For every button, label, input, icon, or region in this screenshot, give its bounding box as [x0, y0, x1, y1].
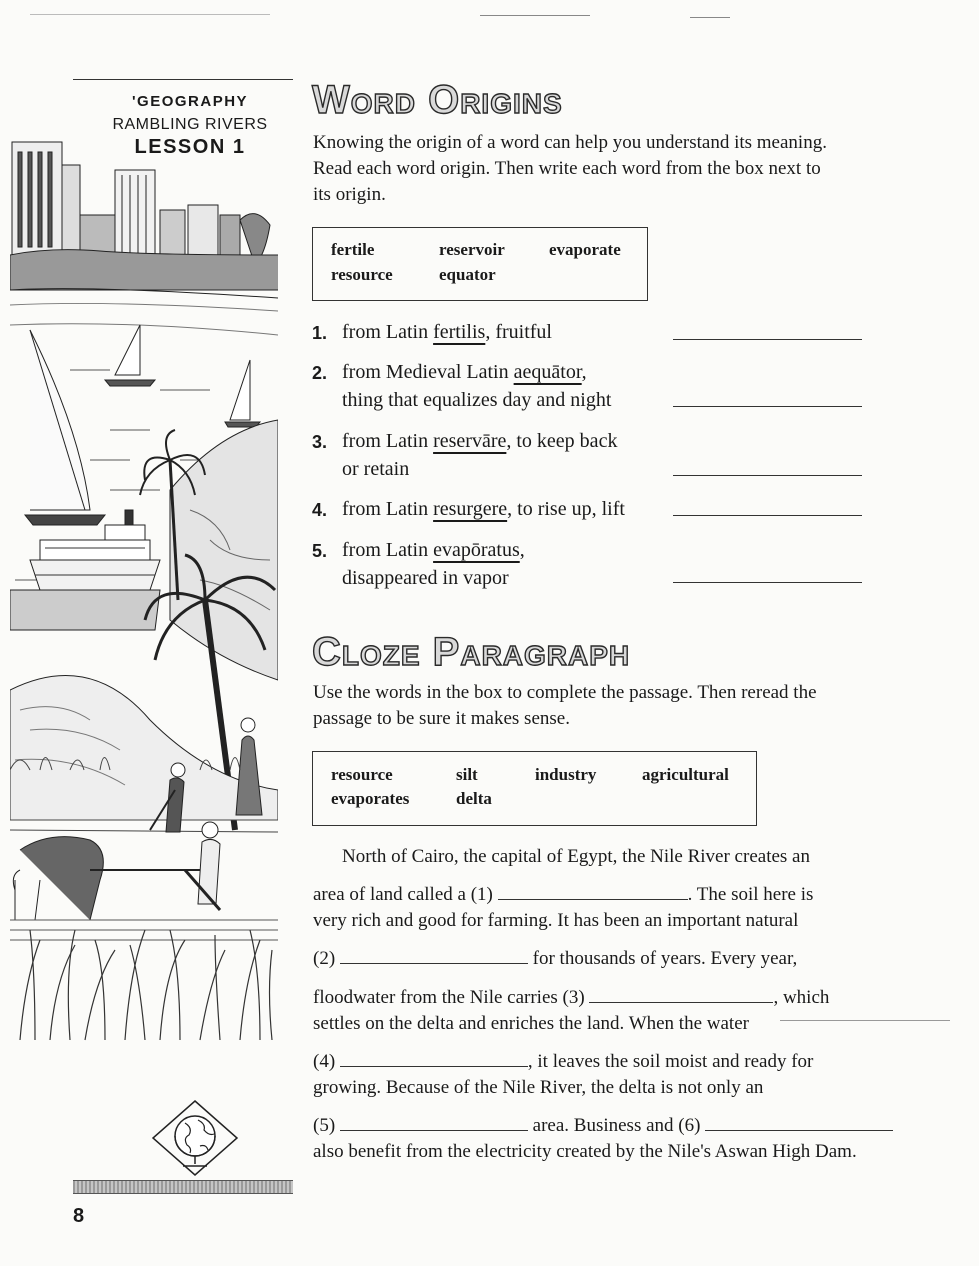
origin-item-4 [312, 495, 872, 525]
cloze-line [313, 844, 933, 870]
instructions-line: passage to be sure it makes sense. [313, 708, 570, 729]
scan-artifact [480, 15, 590, 16]
cloze-text: for thousands of years. Every year, [532, 948, 798, 969]
lesson-label: LESSON 1 [134, 136, 246, 158]
cloze-text: (5) [313, 1115, 336, 1136]
cloze-text: very rich and good for farming. It has been an important natural [313, 910, 799, 931]
word-box-item: reservoir [439, 240, 505, 259]
word-box [312, 227, 648, 301]
item-text: from Latin [342, 498, 434, 520]
cloze-text: growing. Because of the Nile River, the delta is not only an [313, 1077, 764, 1098]
unit-label: RAMBLING RIVERS [112, 116, 268, 133]
word-box-item: evaporate [549, 240, 621, 259]
cloze-word-box [312, 751, 757, 826]
item-text: thing that equalizes day and night [342, 389, 612, 411]
word-box-item: evaporates [331, 789, 410, 808]
sidebar-top-rule [73, 79, 293, 80]
item-text: , [519, 539, 525, 561]
cloze-instructions [313, 680, 933, 732]
answer-line-1[interactable] [673, 339, 862, 340]
cloze-line [313, 882, 933, 908]
cloze-text: , which [773, 987, 830, 1008]
cloze-text: also benefit from the electricity created by the Nile's Aswan High Dam. [313, 1141, 857, 1162]
item-text: , fruitful [485, 321, 552, 343]
cloze-line [313, 1139, 933, 1165]
scan-artifact [30, 14, 270, 15]
item-text: or retain [342, 458, 410, 480]
word-origins-instructions [313, 130, 933, 208]
cloze-line [313, 1011, 933, 1037]
cloze-text: settles on the delta and enriches the land. When the water [313, 1013, 749, 1034]
blank-2[interactable] [340, 949, 528, 964]
item-text: from Latin [342, 539, 434, 561]
item-number: 5. [312, 541, 328, 561]
cloze-paragraph-title: Cloze Paragraph [312, 630, 631, 674]
word-box-item: industry [535, 765, 597, 784]
item-number: 3. [312, 432, 328, 452]
cloze-text: (4) [313, 1051, 336, 1072]
blank-3[interactable] [589, 988, 773, 1003]
answer-line-2[interactable] [673, 406, 862, 407]
word-box-item: agricultural [642, 765, 729, 784]
word-box-item: silt [456, 765, 478, 784]
item-number: 2. [312, 363, 328, 383]
word-box-item: delta [456, 789, 492, 808]
word-origins-title: Word Origins [312, 78, 563, 122]
blank-1[interactable] [498, 885, 688, 900]
cloze-line [313, 1049, 933, 1075]
item-root-word: reservāre [433, 430, 507, 452]
footer-bar [73, 1180, 293, 1194]
scan-artifact [690, 17, 730, 18]
cloze-line [313, 908, 933, 934]
instructions-line: Knowing the origin of a word can help you understand its meaning. [313, 132, 827, 153]
item-root-word: aequātor [513, 361, 582, 383]
word-box-item: fertile [331, 240, 375, 259]
item-number: 1. [312, 323, 328, 343]
item-text: from Latin [342, 321, 434, 343]
item-text: from Latin [342, 430, 434, 452]
cloze-text: (2) [313, 948, 336, 969]
origin-item-2 [312, 358, 872, 416]
word-box-item: resource [331, 265, 393, 284]
item-text: , to rise up, lift [507, 498, 625, 520]
subject-label: 'GEOGRAPHY [131, 93, 249, 110]
item-root-word: evapōratus [433, 539, 520, 561]
item-text: , to keep back [506, 430, 618, 452]
answer-line-5[interactable] [673, 582, 862, 583]
origin-item-5 [312, 536, 872, 594]
blank-6[interactable] [705, 1116, 893, 1131]
blank-4[interactable] [340, 1052, 528, 1067]
origin-item-3 [312, 427, 872, 485]
answer-line-3[interactable] [673, 475, 862, 476]
origin-item-1 [312, 318, 872, 348]
item-text: disappeared in vapor [342, 567, 509, 589]
cloze-text: North of Cairo, the capital of Egypt, the Nile River creates an [342, 846, 810, 867]
city-skyline-illustration [10, 130, 278, 1045]
item-text: from Medieval Latin [342, 361, 514, 383]
cloze-text: , it leaves the soil moist and ready for [527, 1051, 814, 1072]
page-number: 8 [73, 1205, 85, 1227]
cloze-line [313, 1075, 933, 1101]
cloze-text: . The soil here is [687, 884, 814, 905]
word-box-item: resource [331, 765, 393, 784]
answer-line-4[interactable] [673, 515, 862, 516]
cloze-line [313, 946, 933, 972]
globe-icon [150, 1098, 240, 1178]
instructions-line: Read each word origin. Then write each word from the box next to [313, 158, 821, 179]
item-root-word: fertilis [433, 321, 486, 343]
item-root-word: resurgere [433, 498, 508, 520]
item-number: 4. [312, 500, 328, 520]
word-box-item: equator [439, 265, 496, 284]
cloze-text: floodwater from the Nile carries (3) [313, 987, 585, 1008]
instructions-line: Use the words in the box to complete the passage. Then reread the [313, 682, 817, 703]
item-text: , [581, 361, 587, 383]
instructions-line: its origin. [313, 184, 386, 205]
cloze-line [313, 1113, 933, 1139]
cloze-text: area. Business and (6) [532, 1115, 701, 1136]
cloze-line [313, 985, 933, 1011]
blank-5[interactable] [340, 1116, 528, 1131]
cloze-text: area of land called a (1) [313, 884, 493, 905]
